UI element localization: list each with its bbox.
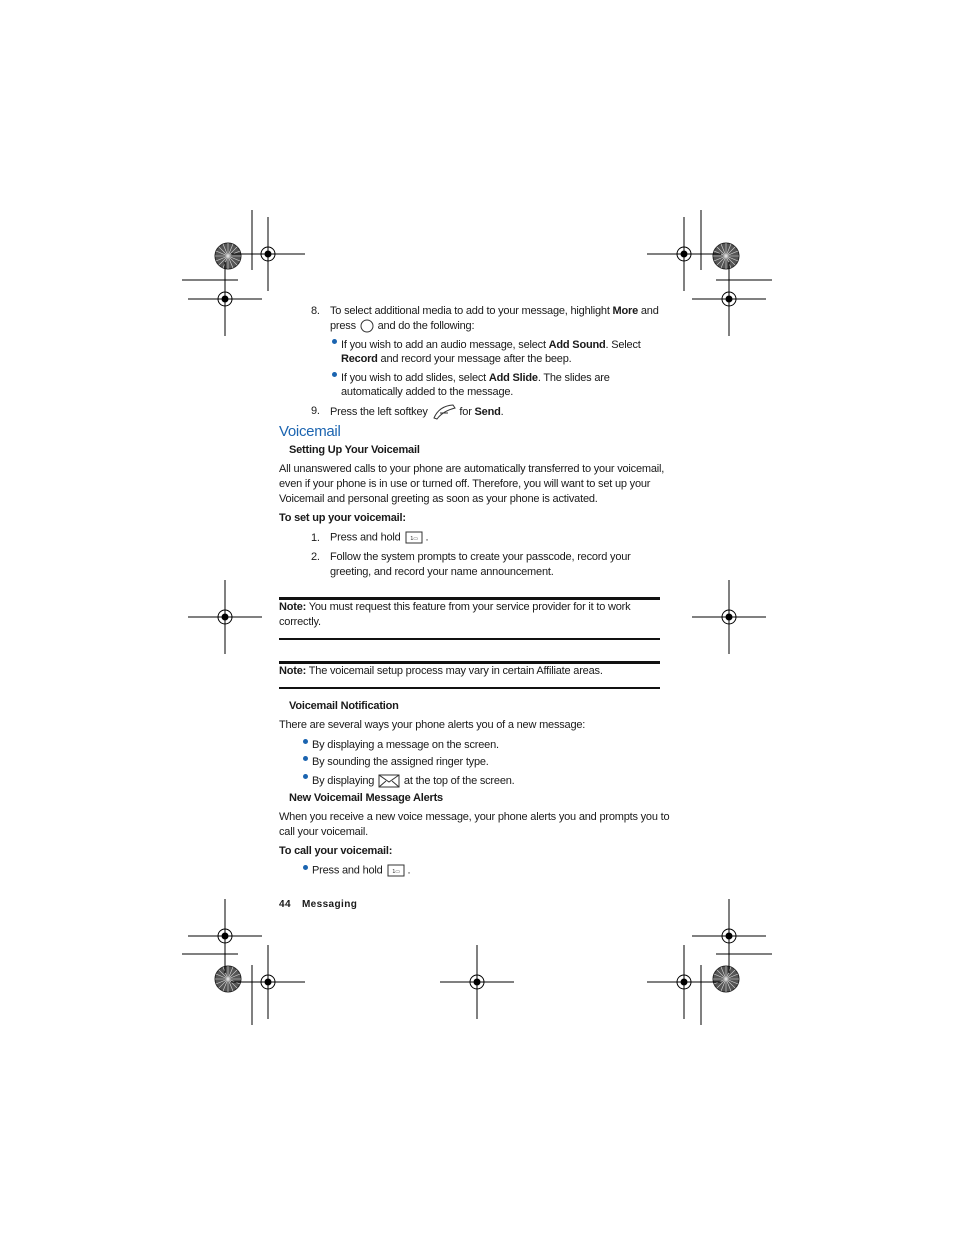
svg-text:1▭: 1▭ bbox=[410, 536, 419, 542]
bullet-icon bbox=[303, 756, 308, 761]
voicemail-key-icon bbox=[385, 863, 407, 878]
registration-mark bbox=[692, 580, 766, 654]
subheading: New Voicemail Message Alerts bbox=[289, 792, 443, 804]
step-8-line-2: press and do the following: bbox=[330, 320, 475, 332]
bullet-line: automatically added to the message. bbox=[341, 386, 514, 398]
note-rule bbox=[279, 638, 660, 640]
bullet-icon bbox=[303, 739, 308, 744]
procedure-title: To call your voicemail: bbox=[279, 845, 393, 857]
registration-mark bbox=[188, 580, 262, 654]
bullet-line: If you wish to add an audio message, select Add Sound. Select bbox=[341, 339, 641, 351]
note-rule bbox=[279, 687, 660, 689]
paragraph-line: Voicemail and personal greeting as soon as your phone is activated. bbox=[279, 493, 598, 505]
note-line: correctly. bbox=[279, 616, 321, 628]
procedure-title: To set up your voicemail: bbox=[279, 512, 406, 524]
registration-mark bbox=[692, 899, 766, 973]
left-softkey-icon bbox=[431, 403, 457, 421]
step-8-line-1: To select additional media to add to your message, highlight More and bbox=[330, 305, 659, 317]
subheading: Setting Up Your Voicemail bbox=[289, 444, 420, 456]
bullet-icon bbox=[303, 774, 308, 779]
step-line: greeting, and record your name announcement. bbox=[330, 566, 554, 578]
registration-mark bbox=[647, 217, 721, 291]
step-number: 9. bbox=[311, 405, 320, 417]
footer-section: Messaging bbox=[301, 899, 358, 910]
step-line: Follow the system prompts to create your passcode, record your bbox=[330, 551, 631, 563]
registration-mark bbox=[188, 899, 262, 973]
color-bar-mark bbox=[215, 243, 241, 269]
paragraph-line: even if your phone is in use or turned off. Therefore, you will want to set up your bbox=[279, 478, 651, 490]
color-bar-mark bbox=[215, 966, 241, 992]
step-number: 2. bbox=[311, 551, 320, 563]
page-footer bbox=[279, 897, 357, 912]
registration-mark bbox=[647, 945, 721, 1019]
ok-key-icon bbox=[359, 319, 375, 333]
note-line: Note: You must request this feature from your service provider for it to work bbox=[279, 601, 631, 613]
bullet-line: By sounding the assigned ringer type. bbox=[312, 756, 489, 768]
step-number: 8. bbox=[311, 305, 320, 317]
bullet-line: By displaying at the top of the screen. bbox=[312, 773, 515, 789]
subheading: Voicemail Notification bbox=[289, 700, 399, 712]
bullet-icon bbox=[332, 339, 337, 344]
color-bar-mark bbox=[713, 966, 739, 992]
paragraph-line: When you receive a new voice message, your phone alerts you and prompts you to bbox=[279, 811, 670, 823]
paragraph-line: call your voicemail. bbox=[279, 826, 368, 838]
section-title: Voicemail bbox=[279, 423, 341, 440]
paragraph-line: All unanswered calls to your phone are automatically transferred to your voicemail, bbox=[279, 463, 665, 475]
bullet-line: By displaying a message on the screen. bbox=[312, 739, 499, 751]
registration-mark bbox=[231, 945, 305, 1019]
bullet-icon bbox=[303, 865, 308, 870]
bullet-line: Press and hold 1▭ . bbox=[312, 864, 411, 877]
crop-marks bbox=[182, 210, 772, 1025]
svg-text:1▭: 1▭ bbox=[392, 869, 401, 875]
step-number: 1. bbox=[311, 532, 320, 544]
bullet-line: Record and record your message after the beep. bbox=[341, 353, 572, 365]
registration-mark bbox=[188, 262, 262, 336]
registration-mark bbox=[692, 262, 766, 336]
note-line: Note: The voicemail setup process may vary in certain Affiliate areas. bbox=[279, 665, 603, 677]
registration-mark bbox=[231, 217, 305, 291]
voicemail-key-icon bbox=[403, 530, 425, 545]
page-number: 44 bbox=[279, 899, 291, 910]
bullet-line: If you wish to add slides, select Add Slide. The slides are bbox=[341, 372, 610, 384]
step-line: Press and hold 1▭ . bbox=[330, 531, 429, 544]
color-bar-mark bbox=[713, 243, 739, 269]
step-9-line: Press the left softkey for Send. bbox=[330, 403, 503, 421]
bullet-icon bbox=[332, 372, 337, 377]
registration-mark bbox=[440, 945, 514, 1019]
paragraph-line: There are several ways your phone alerts you of a new message: bbox=[279, 719, 586, 731]
envelope-icon bbox=[377, 773, 401, 789]
